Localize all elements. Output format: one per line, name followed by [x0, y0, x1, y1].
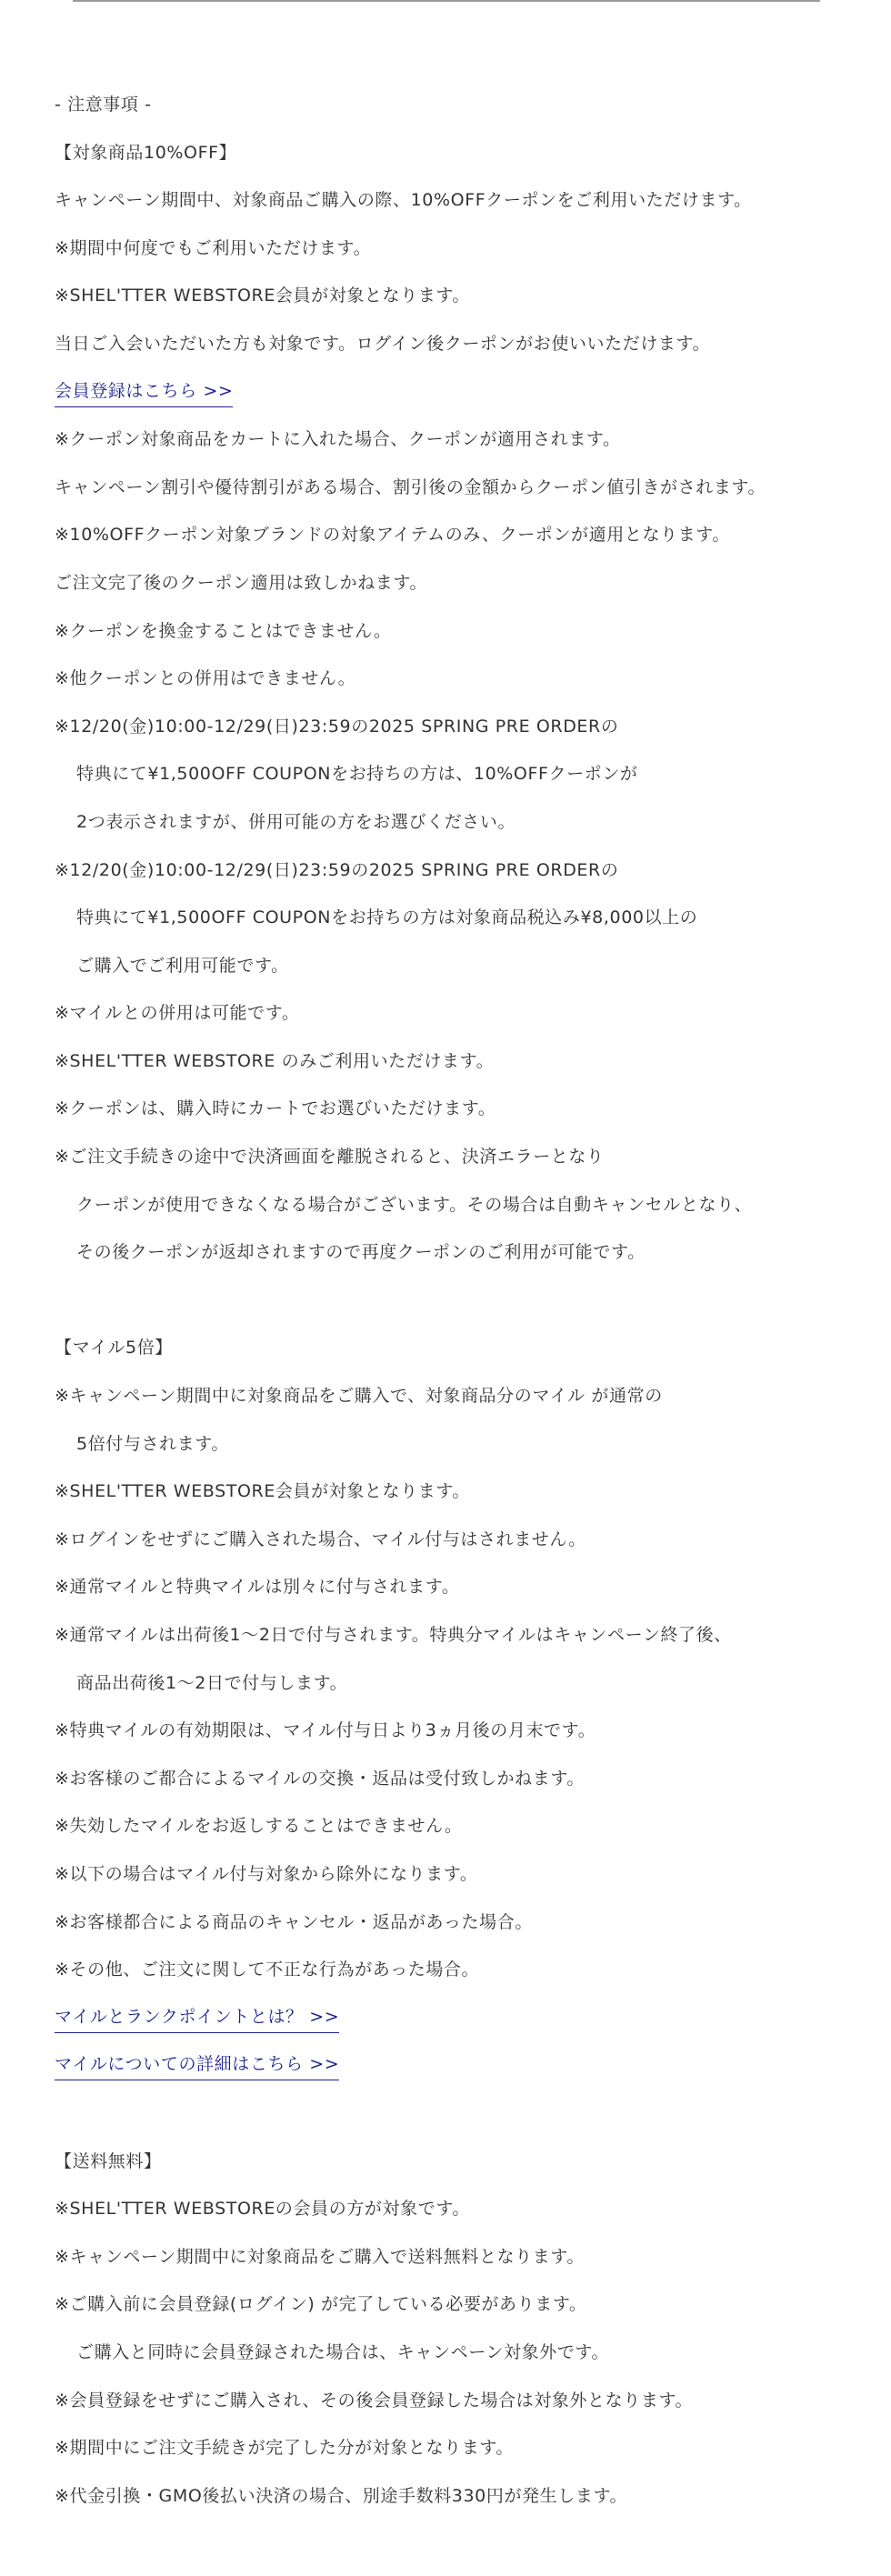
note-line: 2つ表示されますが、併用可能の方をお選びください。 — [76, 811, 516, 832]
miles-details-link-row — [55, 2041, 873, 2090]
miles-notes-list — [55, 1372, 873, 1994]
note-line: ※以下の場合はマイル付与対象から除外になります。 — [55, 1863, 478, 1884]
note-line: ※キャンペーン期間中に対象商品をご購入で送料無料となります。 — [55, 2246, 586, 2267]
note-line: ※その他、ご注文に関して不正な行為があった場合。 — [55, 1960, 480, 1980]
note-line: ※失効したマイルをお返しすることはできません。 — [55, 1816, 463, 1837]
note-line: ※通常マイルは出荷後1〜2日で付与されます。特典分マイルはキャンペーン終了後、 — [55, 1625, 732, 1645]
section-spacer — [55, 1277, 873, 1325]
note-line: キャンペーン期間中、対象商品ご購入の際、10%OFFクーポンをご利用いただけます。 — [55, 190, 752, 211]
miles-details-link[interactable]: マイルについての詳細はこちら >> — [55, 2050, 339, 2080]
coupon-section-title: 【対象商品10%OFF】 — [55, 142, 237, 163]
note-line: その後クーポンが返却されますので再度クーポンのご利用が可能です。 — [76, 1242, 646, 1263]
note-line: ※期間中何度でもご利用いただけます。 — [55, 237, 372, 258]
note-line: 特典にて¥1,500OFF COUPONをお持ちの方は対象商品税込み¥8,000以上の — [76, 907, 698, 928]
note-line: ※SHEL'TTER WEBSTORE のみご利用いただけます。 — [55, 1050, 495, 1071]
note-line: クーポンが使用できなくなる場合がございます。その場合は自動キャンセルとなり、 — [76, 1194, 753, 1215]
member-register-link[interactable]: 会員登録はこちら >> — [55, 377, 233, 407]
miles-section-title: 【マイル5倍】 — [55, 1338, 173, 1358]
note-line: ※会員登録をせずにご購入され、その後会員登録した場合は対象外となります。 — [55, 2390, 694, 2411]
note-line: 5倍付与されます。 — [76, 1433, 229, 1454]
miles-rank-link[interactable]: マイルとランクポイントとは？ >> — [55, 2003, 339, 2033]
note-line: ※クーポン対象商品をカートに入れた場合、クーポンが適用されます。 — [55, 429, 621, 450]
note-line: ※SHEL'TTER WEBSTORE会員が対象となります。 — [55, 1481, 471, 1502]
note-line: ※12/20(金)10:00-12/29(日)23:59の2025 SPRING PRE ORDERの — [55, 859, 619, 880]
note-line: ※12/20(金)10:00-12/29(日)23:59の2025 SPRING PRE ORDERの — [55, 716, 619, 737]
note-line: ※クーポンを換金することはできません。 — [55, 620, 392, 641]
note-line: ※通常マイルと特典マイルは別々に付与されます。 — [55, 1577, 460, 1598]
note-line: ※ログインをせずにご購入された場合、マイル付与はされません。 — [55, 1529, 586, 1549]
note-line: ご注文完了後のクーポン適用は致しかねます。 — [55, 572, 428, 593]
note-line: ご購入でご利用可能です。 — [76, 955, 289, 976]
note-line: ※クーポンは、購入時にカートでお選びいただけます。 — [55, 1098, 496, 1119]
note-line: ※他クーポンとの併用はできません。 — [55, 668, 356, 689]
note-line: ※お客様都合による商品のキャンセル・返品があった場合。 — [55, 1911, 533, 1932]
shipping-section-title: 【送料無料】 — [55, 2150, 162, 2171]
miles-rank-link-row — [55, 1994, 873, 2042]
note-line: ご購入と同時に会員登録された場合は、キャンペーン対象外です。 — [76, 2341, 610, 2362]
note-line: ※10%OFFクーポン対象ブランドの対象アイテムのみ、クーポンが適用となります。 — [55, 525, 730, 546]
section-spacer — [55, 2090, 873, 2138]
note-line: 特典にて¥1,500OFF COUPONをお持ちの方は、10%OFFクーポンが — [76, 764, 638, 785]
note-line: ※期間中にご注文手続きが完了した分が対象となります。 — [55, 2438, 515, 2459]
note-line: ※特典マイルの有効期限は、マイル付与日より3ヵ月後の月末です。 — [55, 1720, 596, 1741]
notes-heading: - 注意事項 - — [55, 95, 152, 115]
shipping-notes-list — [55, 2185, 873, 2520]
notes-content — [55, 81, 873, 2520]
note-line: ※お客様のご都合によるマイルの交換・返品は受付致しかねます。 — [55, 1768, 586, 1789]
note-line: ※代金引換・GMO後払い決済の場合、別途手数料330円が発生します。 — [55, 2485, 628, 2506]
register-link-row — [55, 368, 873, 416]
note-line: ※SHEL'TTER WEBSTORE会員が対象となります。 — [55, 286, 471, 306]
note-line: キャンペーン割引や優待割引がある場合、割引後の金額からクーポン値引きがされます。 — [55, 476, 766, 497]
note-line: ※キャンペーン期間中に対象商品をご購入で、対象商品分のマイル が通常の — [55, 1386, 663, 1407]
note-line: ※ご購入前に会員登録(ログイン) が完了している必要があります。 — [55, 2294, 587, 2315]
note-line: 当日ご入会いただいた方も対象です。ログイン後クーポンがお使いいただけます。 — [55, 333, 711, 354]
note-line: 商品出荷後1〜2日で付与します。 — [76, 1672, 348, 1693]
note-line: ※ご注文手続きの途中で決済画面を離脱されると、決済エラーとなり — [55, 1147, 605, 1168]
note-line: ※マイルとの併用は可能です。 — [55, 1003, 300, 1024]
note-line: ※SHEL'TTER WEBSTOREの会員の方が対象です。 — [55, 2199, 471, 2220]
coupon-notes-list — [55, 416, 873, 1277]
top-divider — [73, 0, 820, 2]
